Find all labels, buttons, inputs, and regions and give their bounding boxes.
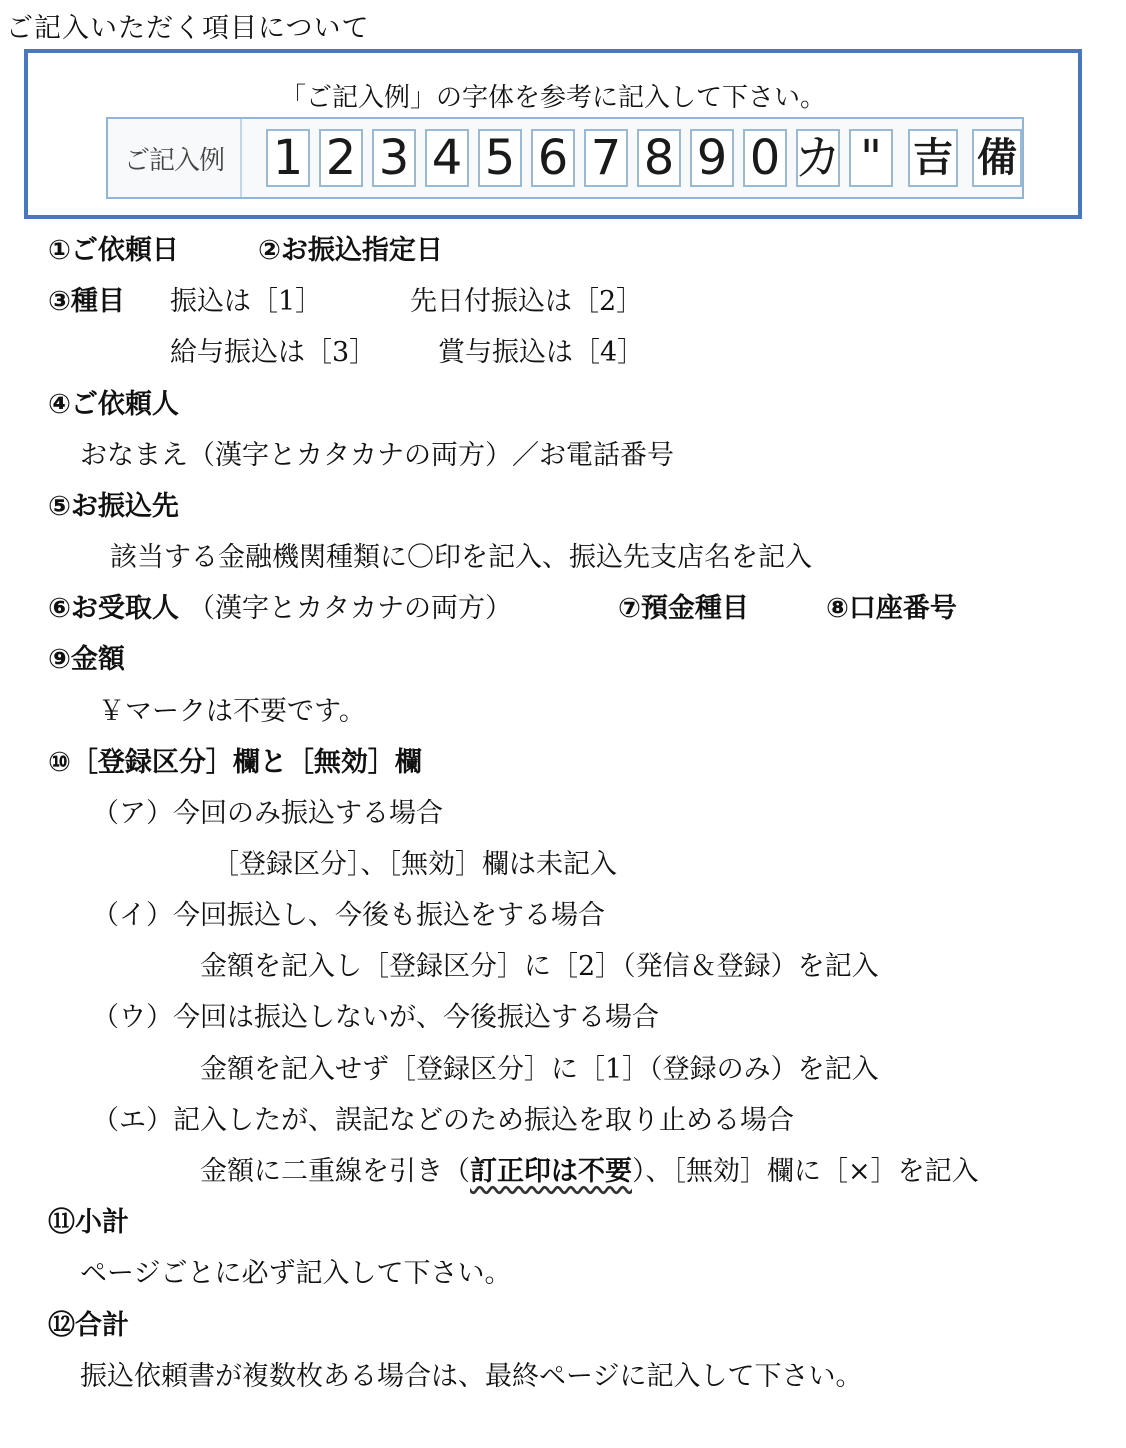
- item-type-option-1: 振込は［1］: [170, 286, 323, 317]
- item-recipient-heading: ⑥お受取人: [48, 593, 179, 624]
- item-subtotal-heading: ⑪小計: [48, 1207, 129, 1238]
- sample-char-0: 0: [743, 129, 787, 187]
- case-a-detail: ［登録区分］、［無効］欄は未記入: [212, 849, 617, 880]
- item-transfer-date: ②お振込指定日: [258, 235, 443, 266]
- item-account-number: ⑧口座番号: [826, 593, 957, 624]
- case-e-detail: [200, 1155, 979, 1189]
- item-requester-body: おなまえ（漢字とカタカナの両方）／お電話番号: [80, 440, 674, 471]
- case-i: （イ）今回振込し、今後も振込をする場合: [92, 900, 605, 931]
- item-amount-body: ￥マークは不要です。: [98, 696, 366, 727]
- item-deposit-type: ⑦預金種目: [618, 593, 749, 624]
- item-type-heading: ③種目: [48, 286, 125, 317]
- sample-char-1: 1: [266, 129, 310, 187]
- item-subtotal-body: ページごとに必ず記入して下さい。: [80, 1258, 512, 1289]
- page-title: ご記入いただく項目について: [6, 13, 370, 44]
- sample-box: [24, 49, 1082, 219]
- sample-label: ご記入例: [108, 119, 242, 197]
- item-type-option-2: 先日付振込は［2］: [410, 286, 644, 317]
- sample-char-9: 9: [690, 129, 734, 187]
- sample-char-4: 4: [425, 129, 469, 187]
- item-payee-bank-body: 該当する金融機関種類に〇印を記入、振込先支店名を記入: [110, 542, 812, 573]
- sample-strip: [106, 117, 1024, 199]
- item-requester-heading: ④ご依頼人: [48, 389, 179, 420]
- sample-instruction: 「ご記入例」の字体を参考に記入して下さい。: [279, 83, 826, 113]
- item-amount-heading: ⑨金額: [48, 644, 125, 675]
- sample-char-ka: カ: [794, 130, 843, 186]
- item-payee-bank-heading: ⑤お振込先: [48, 491, 179, 522]
- case-u: （ウ）今回は振込しないが、今後振込する場合: [92, 1002, 659, 1033]
- item-total-heading: ⑫合計: [48, 1310, 129, 1341]
- item-request-date: ①ご依頼日: [48, 235, 179, 266]
- sample-char-7: 7: [584, 129, 628, 187]
- sample-char-3: 3: [372, 129, 416, 187]
- sample-char-bi: 備: [972, 129, 1022, 187]
- sample-char-5: 5: [478, 129, 522, 187]
- case-a: （ア）今回のみ振込する場合: [92, 798, 443, 829]
- sample-char-kichi: 吉: [908, 129, 958, 187]
- sample-char-dakuten: ": [849, 129, 893, 187]
- item-recipient-note: （漢字とカタカナの両方）: [188, 593, 512, 624]
- item-type-option-3: 給与振込は［3］: [170, 337, 377, 368]
- item-registration-heading: ⑩［登録区分］欄と［無効］欄: [48, 747, 422, 778]
- sample-char-2: 2: [319, 129, 363, 187]
- item-type-option-4: 賞与振込は［4］: [438, 337, 645, 368]
- case-e-detail-post: ）、［無効］欄に［×］を記入: [632, 1156, 979, 1187]
- case-e: （エ）記入したが、誤記などのため振込を取り止める場合: [92, 1105, 794, 1136]
- case-e-detail-emphasis: 訂正印は不要: [470, 1156, 632, 1187]
- item-total-body: 振込依頼書が複数枚ある場合は、最終ページに記入して下さい。: [80, 1361, 863, 1392]
- sample-char-8: 8: [637, 129, 681, 187]
- sample-char-6: 6: [531, 129, 575, 187]
- case-i-detail: 金額を記入し［登録区分］に［2］（発信＆登録）を記入: [200, 951, 879, 982]
- case-u-detail: 金額を記入せず［登録区分］に［1］（登録のみ）を記入: [200, 1054, 879, 1085]
- sample-cells: [266, 129, 1022, 187]
- case-e-detail-pre: 金額に二重線を引き（: [200, 1156, 470, 1187]
